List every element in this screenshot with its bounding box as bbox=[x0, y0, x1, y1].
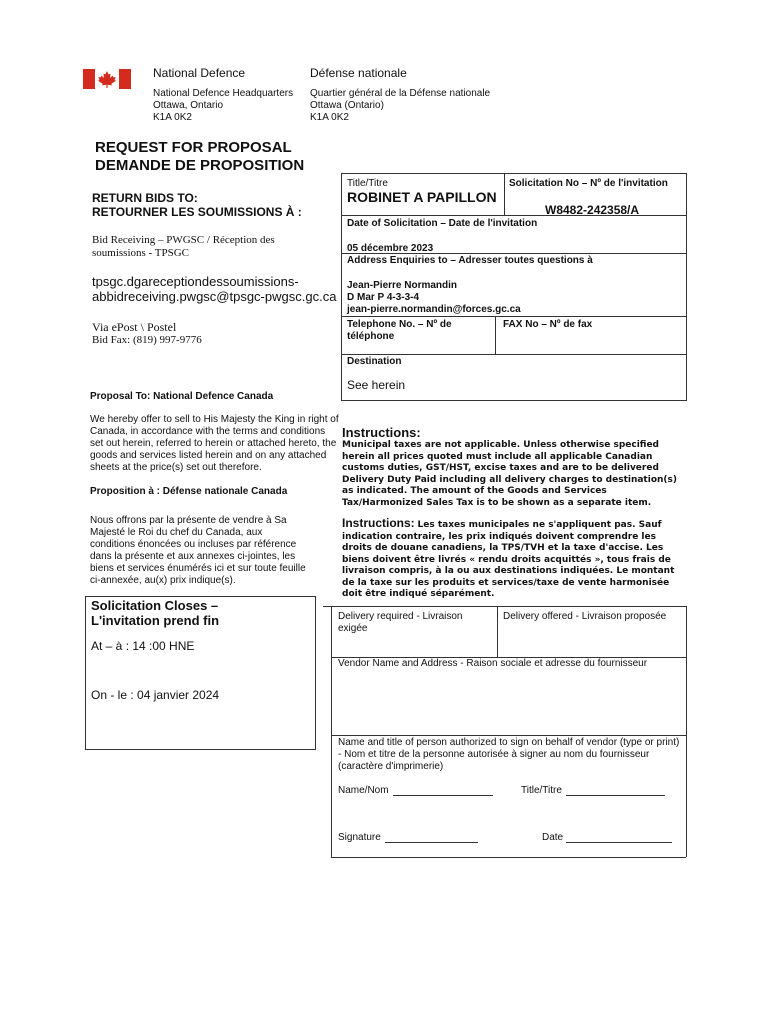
name-label: Name/Nom bbox=[338, 785, 389, 796]
authorized-person-label: Name and title of person authorized to sign on behalf of vendor (type or print) - Nom et titre de la personne autorisée à signer au nom du fournisseur (caractère d'imprimerie) bbox=[338, 737, 680, 772]
proposal-to-fr: Proposition à : Défense nationale Canada bbox=[90, 486, 288, 497]
proposal-to-en: Proposal To: National Defence Canada bbox=[90, 391, 274, 402]
contact-email: jean-pierre.normandin@forces.gc.ca bbox=[347, 304, 521, 315]
destination-label: Destination bbox=[347, 356, 402, 367]
date-of-solicitation-value: 05 décembre 2023 bbox=[347, 243, 434, 254]
divider bbox=[495, 316, 496, 354]
maple-leaf-icon bbox=[83, 69, 131, 89]
divider bbox=[331, 606, 332, 857]
vendor-title-label: Title/Titre bbox=[521, 785, 562, 796]
divider bbox=[323, 606, 331, 607]
delivery-offered-label: Delivery offered - Livraison proposée bbox=[503, 611, 667, 622]
contact-code: D Mar P 4-3-3-4 bbox=[347, 292, 420, 303]
bid-receiving-line: soumissions - TPSGC bbox=[92, 247, 189, 259]
divider bbox=[331, 606, 686, 607]
via-epost: Via ePost \ Postel bbox=[92, 320, 177, 334]
bid-receiving-line: Bid Receiving – PWGSC / Réception des bbox=[92, 234, 275, 246]
vendor-name-label: Vendor Name and Address - Raison sociale et adresse du fournisseur bbox=[338, 658, 648, 669]
bid-fax: Bid Fax: (819) 997-9776 bbox=[92, 334, 202, 346]
fax-label: FAX No – Nº de fax bbox=[503, 319, 593, 330]
destination-value: See herein bbox=[347, 378, 406, 392]
divider bbox=[504, 173, 505, 215]
doc-title-fr: DEMANDE DE PROPOSITION bbox=[95, 157, 305, 174]
address-fr bbox=[310, 88, 490, 124]
solicitation-no-value: W8482-242358/A bbox=[545, 203, 640, 217]
telephone-label bbox=[347, 319, 452, 343]
closing-time: At – à : 14 :00 HNE bbox=[91, 639, 195, 653]
divider bbox=[331, 857, 686, 858]
name-line[interactable] bbox=[393, 795, 493, 796]
divider bbox=[341, 354, 687, 355]
signature-label: Signature bbox=[338, 832, 381, 843]
signature-line[interactable] bbox=[385, 842, 478, 843]
offer-text-fr: Nous offrons par la présente de vendre à Sa Majesté le Roi du chef du Canada, aux conditions énoncées ou incluses par référence dans la présente et aux annexes ci-jointes, les biens et services énumérés ici et sur toute feuille ci-annexée, au(x) prix indique(s). bbox=[90, 515, 306, 586]
title-value: ROBINET A PAPILLON bbox=[347, 189, 497, 205]
instructions-text-en: Municipal taxes are not applicable. Unless otherwise specified herein all prices quoted must include all applicable Canadian customs duties, GST/HST, excise taxes and are to be delivered Delivery Duty Paid including all delivery charges to destination(s) as indicated. The amount of the Goods and Services Tax/Harmonized Sales Tax is to be shown as a separate item. bbox=[342, 440, 677, 508]
bid-email-line: abbidreceiving.pwgsc@tpsgc-pwgsc.gc.ca bbox=[92, 289, 337, 304]
address-fr-line: K1A 0K2 bbox=[310, 112, 349, 123]
contact-info bbox=[347, 280, 521, 316]
doc-title-en: REQUEST FOR PROPOSAL bbox=[95, 139, 292, 156]
divider bbox=[341, 316, 687, 317]
date-label: Date bbox=[542, 832, 564, 843]
closes-label-fr: L'invitation prend fin bbox=[91, 613, 220, 628]
address-fr-line: Quartier général de la Défense nationale bbox=[310, 88, 491, 99]
instructions-fr bbox=[342, 518, 688, 601]
dept-name-fr: Défense nationale bbox=[310, 66, 407, 80]
enquiries-label: Address Enquiries to – Adresser toutes questions à bbox=[347, 255, 593, 266]
closes-label-en: Solicitation Closes – bbox=[91, 598, 219, 613]
address-fr-line: Ottawa (Ontario) bbox=[310, 100, 384, 111]
return-bids-label-en: RETURN BIDS TO: bbox=[92, 191, 198, 205]
bid-email-line: tpsgc.dgareceptiondessoumissions- bbox=[92, 274, 299, 289]
doc-title bbox=[95, 139, 304, 175]
title-label: Title/Titre bbox=[347, 178, 388, 189]
telephone-label-line: téléphone bbox=[347, 331, 395, 342]
telephone-label-line: Telephone No. – Nº de bbox=[347, 319, 452, 330]
instructions-heading-en: Instructions: bbox=[342, 425, 421, 440]
contact-name: Jean-Pierre Normandin bbox=[347, 280, 458, 291]
instructions-heading-fr: Instructions: bbox=[342, 516, 415, 530]
divider bbox=[497, 606, 498, 657]
address-en-line: National Defence Headquarters bbox=[153, 88, 294, 99]
closing-date: On - le : 04 janvier 2024 bbox=[91, 688, 220, 702]
closes-label bbox=[91, 598, 219, 628]
divider bbox=[331, 735, 686, 736]
bid-email bbox=[92, 274, 336, 304]
solicitation-no-label: Solicitation No – Nº de l'invitation bbox=[509, 178, 668, 189]
offer-text-en: We hereby offer to sell to His Majesty the King in right of Canada, in accordance with the terms and conditions set out herein, referred to herein or attached hereto, the goods and services listed herein and on any attached sheets at the price(s) set out therefore. bbox=[90, 414, 339, 473]
return-bids-label bbox=[92, 191, 302, 219]
divider bbox=[686, 606, 687, 857]
return-bids-label-fr: RETOURNER LES SOUMISSIONS À : bbox=[92, 205, 302, 219]
canada-flag-logo bbox=[83, 69, 131, 89]
delivery-required-label: Delivery required - Livraison exigée bbox=[338, 611, 463, 634]
address-en bbox=[153, 88, 293, 124]
instructions-text-fr: Les taxes municipales ne s'appliquent pas. Sauf indication contraire, les prix indiqués doivent comprendre les droits de douane canadiens, la TPS/TVH et la taxe d'accise. Les biens doivent être livrés « rendu droits acquittés », tous frais de livraison compris, à la ou aux destinations indiquées. Le montant de la taxe sur les produits et services/taxe de vente harmonisée doit être indiqué séparément. bbox=[342, 520, 675, 599]
address-en-line: Ottawa, Ontario bbox=[153, 100, 224, 111]
date-of-solicitation-label: Date of Solicitation – Date de l'invitation bbox=[347, 218, 538, 229]
title-line[interactable] bbox=[566, 795, 665, 796]
address-en-line: K1A 0K2 bbox=[153, 112, 192, 123]
bid-receiving bbox=[92, 234, 275, 260]
date-line[interactable] bbox=[566, 842, 672, 843]
dept-name-en: National Defence bbox=[153, 66, 246, 80]
